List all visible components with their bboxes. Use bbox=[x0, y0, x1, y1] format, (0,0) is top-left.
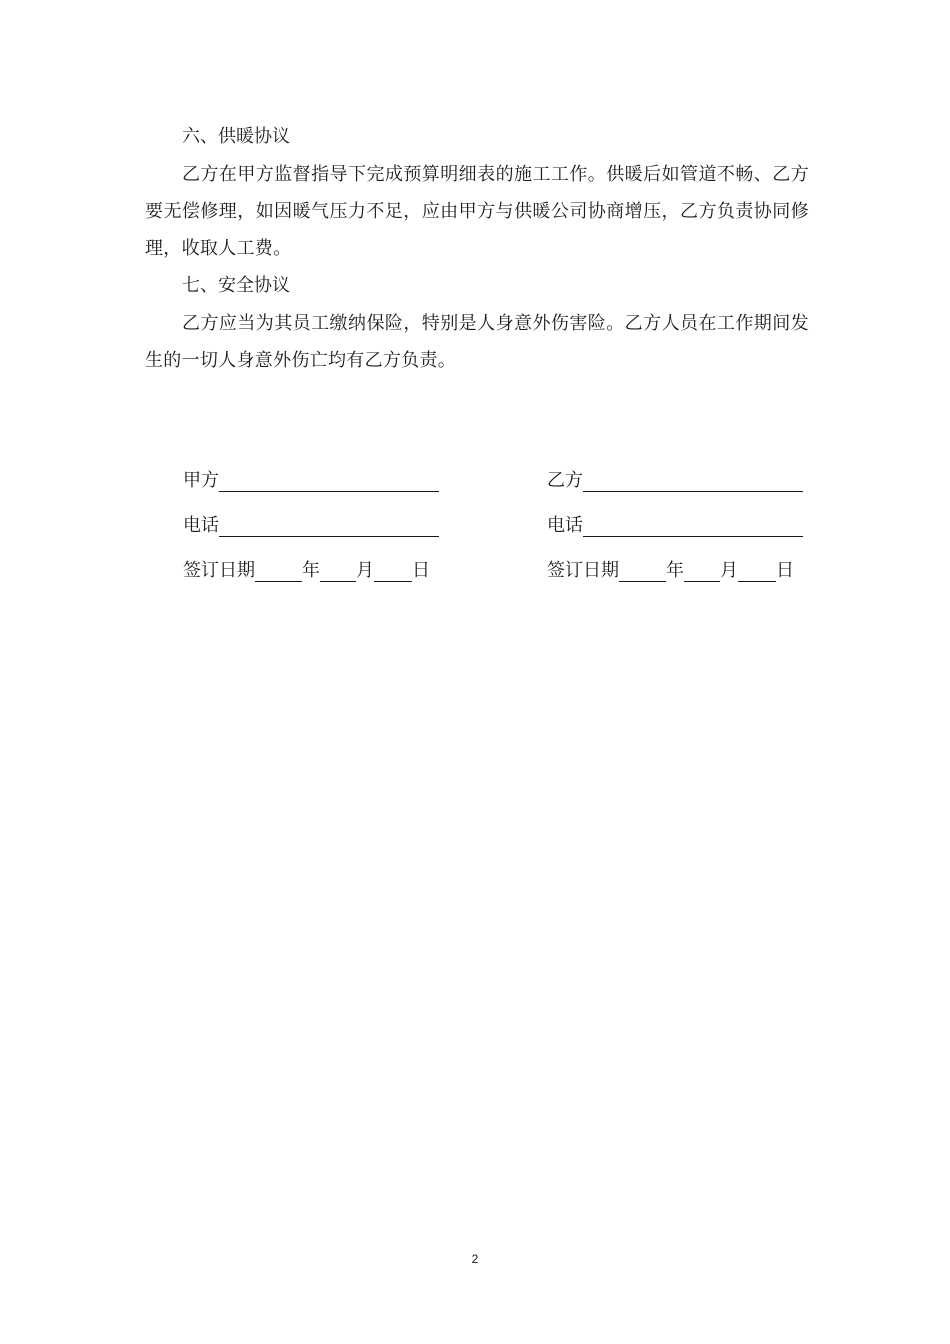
party-a-signature-line bbox=[219, 471, 439, 492]
party-a-day-label: 日 bbox=[412, 560, 430, 581]
document-body bbox=[145, 118, 809, 379]
party-a-year-line bbox=[255, 561, 302, 582]
party-b-label: 乙方 bbox=[547, 470, 583, 491]
party-a-row bbox=[183, 470, 443, 492]
party-b-date-row bbox=[547, 560, 807, 582]
party-b-year-line bbox=[619, 561, 666, 582]
signature-block-party-b bbox=[547, 470, 807, 605]
party-b-phone-line bbox=[583, 516, 803, 537]
party-a-month-line bbox=[320, 561, 356, 582]
party-a-phone-line bbox=[219, 516, 439, 537]
party-a-date-label: 签订日期 bbox=[183, 560, 255, 581]
party-b-year-label: 年 bbox=[666, 560, 684, 581]
section-heading-heating: 六、供暖协议 bbox=[182, 126, 290, 147]
party-a-day-line bbox=[374, 561, 412, 582]
party-a-date-row bbox=[183, 560, 443, 582]
signature-block-party-a bbox=[183, 470, 443, 605]
party-a-month-label: 月 bbox=[356, 560, 374, 581]
party-b-phone-label: 电话 bbox=[547, 515, 583, 536]
page-number: 2 bbox=[471, 1252, 479, 1266]
party-b-day-label: 日 bbox=[776, 560, 794, 581]
party-b-day-line bbox=[738, 561, 776, 582]
party-a-phone-label: 电话 bbox=[183, 515, 219, 536]
party-a-phone-row bbox=[183, 515, 443, 537]
party-b-date-label: 签订日期 bbox=[547, 560, 619, 581]
party-b-signature-line bbox=[583, 471, 803, 492]
section-body-heating: 乙方在甲方监督指导下完成预算明细表的施工工作。供暖后如管道不畅、乙方要无偿修理，如因暖气压力不足，应由甲方与供暖公司协商增压，乙方负责协同修理，收取人工费。 bbox=[145, 164, 809, 259]
party-b-row bbox=[547, 470, 807, 492]
section-body-safety: 乙方应当为其员工缴纳保险，特别是人身意外伤害险。乙方人员在工作期间发生的一切人身意外伤亡均有乙方负责。 bbox=[145, 313, 809, 371]
section-heading-safety: 七、安全协议 bbox=[182, 275, 290, 296]
party-b-month-label: 月 bbox=[720, 560, 738, 581]
party-a-label: 甲方 bbox=[183, 470, 219, 491]
party-a-year-label: 年 bbox=[302, 560, 320, 581]
party-b-month-line bbox=[684, 561, 720, 582]
party-b-phone-row bbox=[547, 515, 807, 537]
